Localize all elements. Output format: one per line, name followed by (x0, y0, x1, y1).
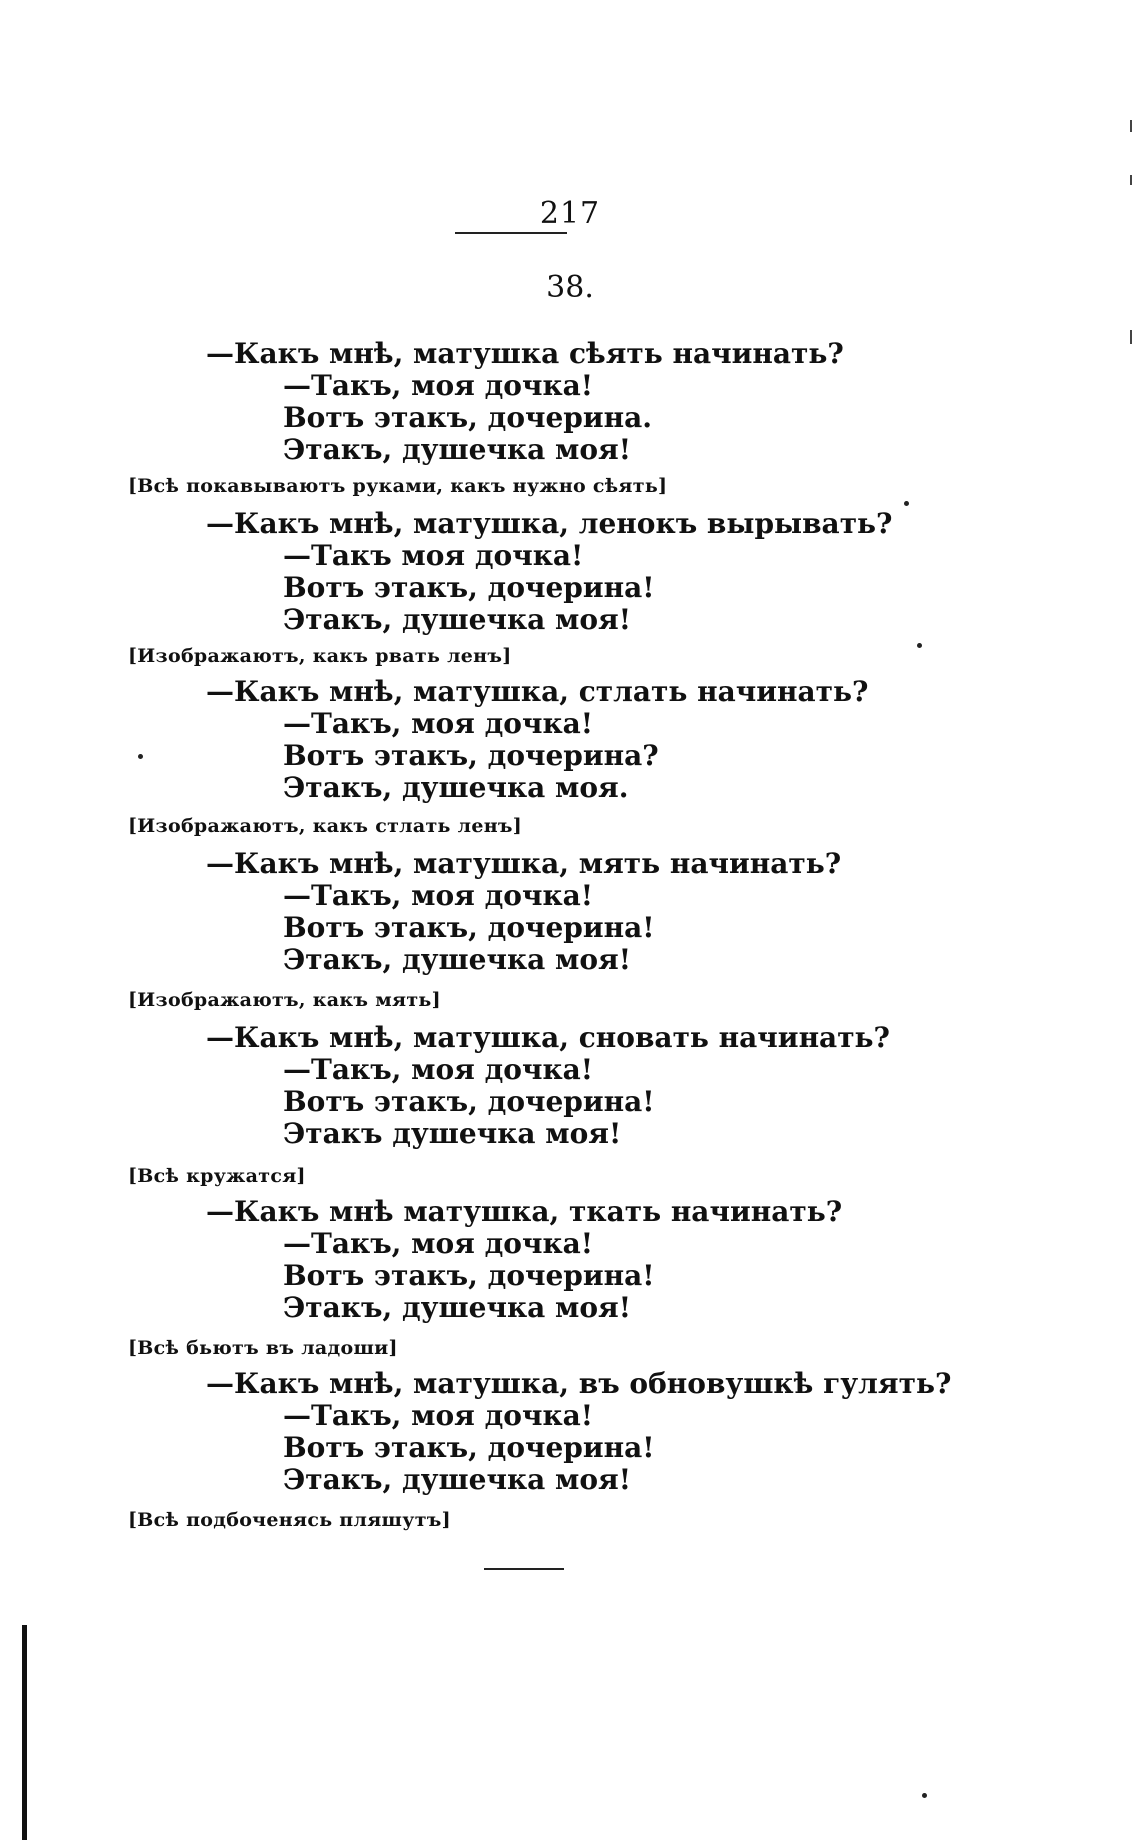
end-rule (484, 1568, 564, 1570)
stage-direction: [Изображаютъ, какъ рвать ленъ] (128, 645, 512, 667)
stage-direction: [Изображаютъ, какъ стлать ленъ] (128, 815, 523, 837)
stanza-answer: —Такъ, моя дочка! (283, 1399, 594, 1432)
stanza-answer: Вотъ этакъ, дочерина! (283, 571, 655, 604)
stanza-answer: Этакъ, душечка моя! (283, 603, 632, 636)
stage-direction: [Изображаютъ, какъ мять] (128, 989, 441, 1011)
stanza-answer: —Такъ, моя дочка! (283, 707, 594, 740)
stanza-question: —Какъ мнѣ матушка, ткать начинать? (206, 1195, 843, 1228)
stage-direction: [Всѣ покавываютъ руками, какъ нужно сѣять] (128, 475, 668, 497)
stanza-answer: —Такъ моя дочка! (283, 539, 584, 572)
stanza-question: —Какъ мнѣ, матушка сѣять начинать? (206, 337, 844, 370)
stanza-answer: Вотъ этакъ, дочерина? (283, 739, 659, 772)
stanza-answer: Вотъ этакъ, дочерина! (283, 1259, 655, 1292)
stanza-question: —Какъ мнѣ, матушка, въ обновушкѣ гулять? (206, 1367, 952, 1400)
scan-left-edge (22, 1625, 27, 1840)
stanza-answer: Вотъ этакъ, дочерина! (283, 911, 655, 944)
scan-margin-tick (1130, 330, 1132, 344)
stanza-answer: Этакъ, душечка моя! (283, 1463, 632, 1496)
stanza-answer: Этакъ, душечка моя! (283, 1291, 632, 1324)
scan-speck (917, 643, 922, 648)
scan-margin-tick (1130, 175, 1132, 185)
song-number: 38. (546, 270, 594, 305)
stanza-answer: Этакъ душечка моя! (283, 1117, 622, 1150)
stanza-answer: Вотъ этакъ, дочерина. (283, 401, 653, 434)
stanza-answer: —Такъ, моя дочка! (283, 369, 594, 402)
stanza-answer: —Такъ, моя дочка! (283, 879, 594, 912)
stanza-question: —Какъ мнѣ, матушка, сновать начинать? (206, 1021, 890, 1054)
stanza-answer: Этакъ, душечка моя! (283, 943, 632, 976)
stanza-answer: Этакъ, душечка моя! (283, 433, 632, 466)
stanza-question: —Какъ мнѣ, матушка, ленокъ вырывать? (206, 507, 893, 540)
stanza-answer: Вотъ этакъ, дочерина! (283, 1085, 655, 1118)
stanza-question: —Какъ мнѣ, матушка, мять начинать? (206, 847, 842, 880)
stanza-answer: —Такъ, моя дочка! (283, 1227, 594, 1260)
stage-direction: [Всѣ бьютъ въ ладоши] (128, 1337, 398, 1359)
stanza-answer: Этакъ, душечка моя. (283, 771, 629, 804)
scan-speck (138, 754, 143, 759)
stage-direction: [Всѣ подбоченясь пляшутъ] (128, 1509, 451, 1531)
page-number: 217 (539, 196, 601, 231)
scan-speck (922, 1793, 927, 1798)
scan-speck (904, 501, 909, 506)
page-number-underline (455, 232, 567, 234)
stanza-answer: Вотъ этакъ, дочерина! (283, 1431, 655, 1464)
stage-direction: [Всѣ кружатся] (128, 1165, 306, 1187)
scan-margin-tick (1130, 120, 1132, 132)
stanza-answer: —Такъ, моя дочка! (283, 1053, 594, 1086)
stanza-question: —Какъ мнѣ, матушка, стлать начинать? (206, 675, 869, 708)
